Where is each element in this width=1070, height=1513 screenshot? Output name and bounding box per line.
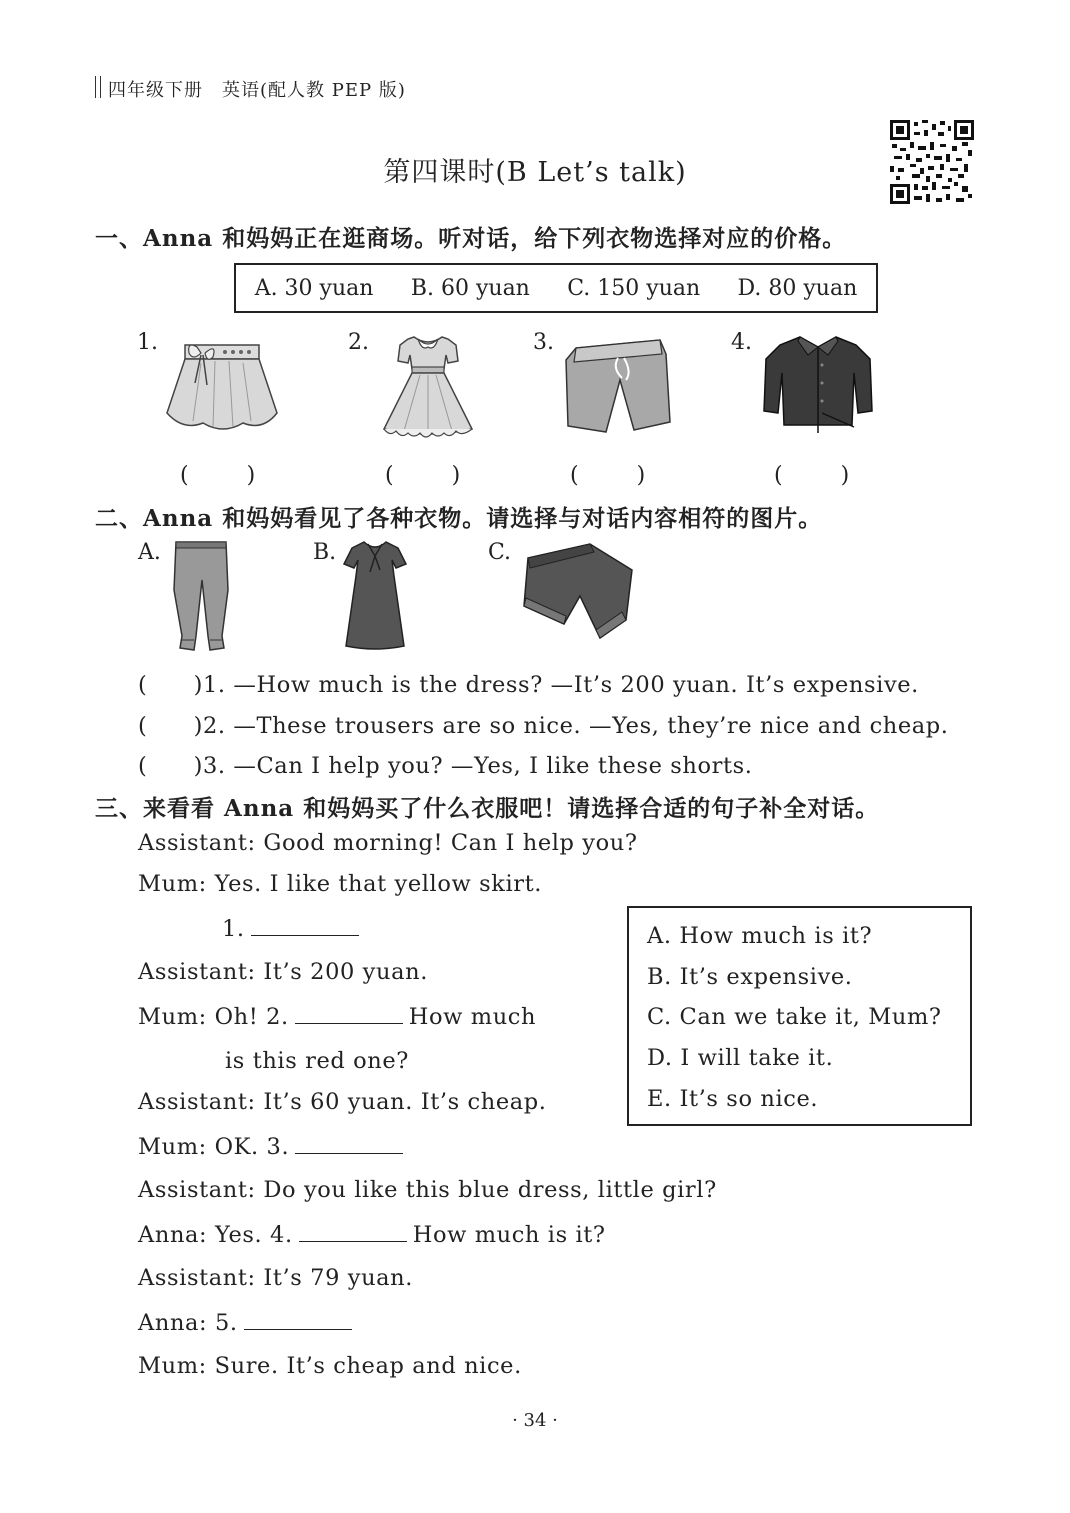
item-number: 1.: [137, 330, 158, 355]
dialogue-line: Assistant: It’s 200 yuan.: [138, 959, 428, 985]
shorts-icon: [562, 338, 674, 434]
answer-paren[interactable]: ( ): [138, 672, 203, 698]
price-option: C. 150 yuan: [567, 275, 701, 301]
sentence-choices-box: [627, 906, 972, 1126]
answer-paren[interactable]: ( ): [138, 713, 203, 739]
dialogue-text: How much: [408, 1004, 537, 1030]
dialogue-text: Mum: Oh! 2.: [138, 1004, 289, 1030]
section3-prefix: 三、来看看: [95, 796, 225, 822]
price-option: B. 60 yuan: [410, 275, 530, 301]
dialogue-text: How much is it?: [412, 1222, 606, 1248]
question-text: 1. —How much is the dress? —It’s 200 yuan. It’s expensive.: [202, 672, 919, 698]
section2-prefix: 二、: [95, 506, 143, 532]
sentence-choice: C. Can we take it, Mum?: [647, 1004, 942, 1031]
page-number: · 34 ·: [512, 1410, 558, 1431]
dialogue-line: [138, 1003, 536, 1030]
answer-blank[interactable]: [295, 1003, 403, 1024]
trousers-icon: [172, 540, 230, 652]
answer-paren[interactable]: ( ): [138, 753, 203, 779]
dialogue-text: Anna: Yes. 4.: [138, 1222, 293, 1248]
shorts-icon: [520, 542, 634, 640]
jacket-icon: [762, 333, 874, 433]
dress-icon: [340, 540, 410, 650]
dialogue-line: is this red one?: [225, 1048, 409, 1074]
section3-heading-text: 和妈妈买了什么衣服吧！请选择合适的句子补全对话。: [294, 796, 880, 822]
section2-heading-text: 和妈妈看见了各种衣物。请选择与对话内容相符的图片。: [213, 506, 823, 532]
section1-heading: [95, 220, 846, 253]
answer-paren[interactable]: ( ): [774, 463, 868, 488]
dialogue-text: Anna: 5.: [138, 1310, 238, 1336]
match-question: [138, 708, 949, 740]
item-number: 4.: [731, 330, 752, 355]
picture-label: B.: [313, 540, 337, 565]
dress-icon: [378, 333, 478, 443]
dialogue-line: Assistant: Good morning! Can I help you?: [138, 830, 638, 856]
dialogue-line: [138, 1309, 358, 1336]
picture-label: A.: [138, 540, 161, 565]
section1-heading-text: 和妈妈正在逛商场。听对话，给下列衣物选择对应的价格。: [213, 226, 847, 252]
match-question: [138, 667, 919, 699]
answer-paren[interactable]: ( ): [180, 463, 274, 488]
section1-prefix: 一、: [95, 226, 143, 252]
section3-heading: [95, 790, 879, 823]
price-option: D. 80 yuan: [737, 275, 858, 301]
question-text: 2. —These trousers are so nice. —Yes, they’re nice and cheap.: [202, 713, 949, 739]
answer-paren[interactable]: ( ): [570, 463, 664, 488]
item-number: 2.: [348, 330, 369, 355]
dialogue-line: Mum: Sure. It’s cheap and nice.: [138, 1353, 522, 1379]
qr-code-icon: [890, 120, 974, 204]
price-option: A. 30 yuan: [254, 275, 374, 301]
answer-blank[interactable]: [244, 1309, 352, 1330]
header-rule: [95, 76, 101, 98]
section2-name: Anna: [143, 505, 214, 532]
dialogue-line: [222, 915, 365, 942]
page-title: 第四课时(B Let’s talk): [383, 157, 687, 188]
picture-label: C.: [488, 540, 512, 565]
sentence-choice: E. It’s so nice.: [647, 1085, 819, 1112]
section1-name: Anna: [143, 225, 214, 252]
sentence-choice: B. It’s expensive.: [647, 963, 853, 990]
answer-blank[interactable]: [251, 915, 359, 936]
answer-blank[interactable]: [295, 1133, 403, 1154]
section3-name: Anna: [224, 795, 295, 822]
dialogue-line: [138, 1221, 606, 1248]
dialogue-line: Assistant: It’s 79 yuan.: [138, 1265, 414, 1291]
skirt-icon: [163, 343, 281, 435]
answer-paren[interactable]: ( ): [385, 463, 479, 488]
dialogue-line: Assistant: It’s 60 yuan. It’s cheap.: [138, 1089, 547, 1115]
sentence-choice: A. How much is it?: [647, 923, 873, 949]
blank-number: 1.: [222, 916, 245, 942]
section2-heading: [95, 500, 822, 533]
price-options-box: [234, 263, 878, 313]
match-question: [138, 748, 753, 780]
dialogue-line: Assistant: Do you like this blue dress, little girl?: [138, 1177, 717, 1203]
sentence-choice: D. I will take it.: [647, 1045, 834, 1072]
question-text: 3. —Can I help you? —Yes, I like these shorts.: [202, 753, 753, 779]
dialogue-text: Mum: OK. 3.: [138, 1134, 290, 1160]
answer-blank[interactable]: [299, 1221, 407, 1242]
item-number: 3.: [533, 330, 554, 355]
dialogue-line: Mum: Yes. I like that yellow skirt.: [138, 871, 543, 897]
dialogue-line: [138, 1133, 409, 1160]
running-header: 四年级下册 英语(配人教 PEP 版): [108, 80, 406, 101]
